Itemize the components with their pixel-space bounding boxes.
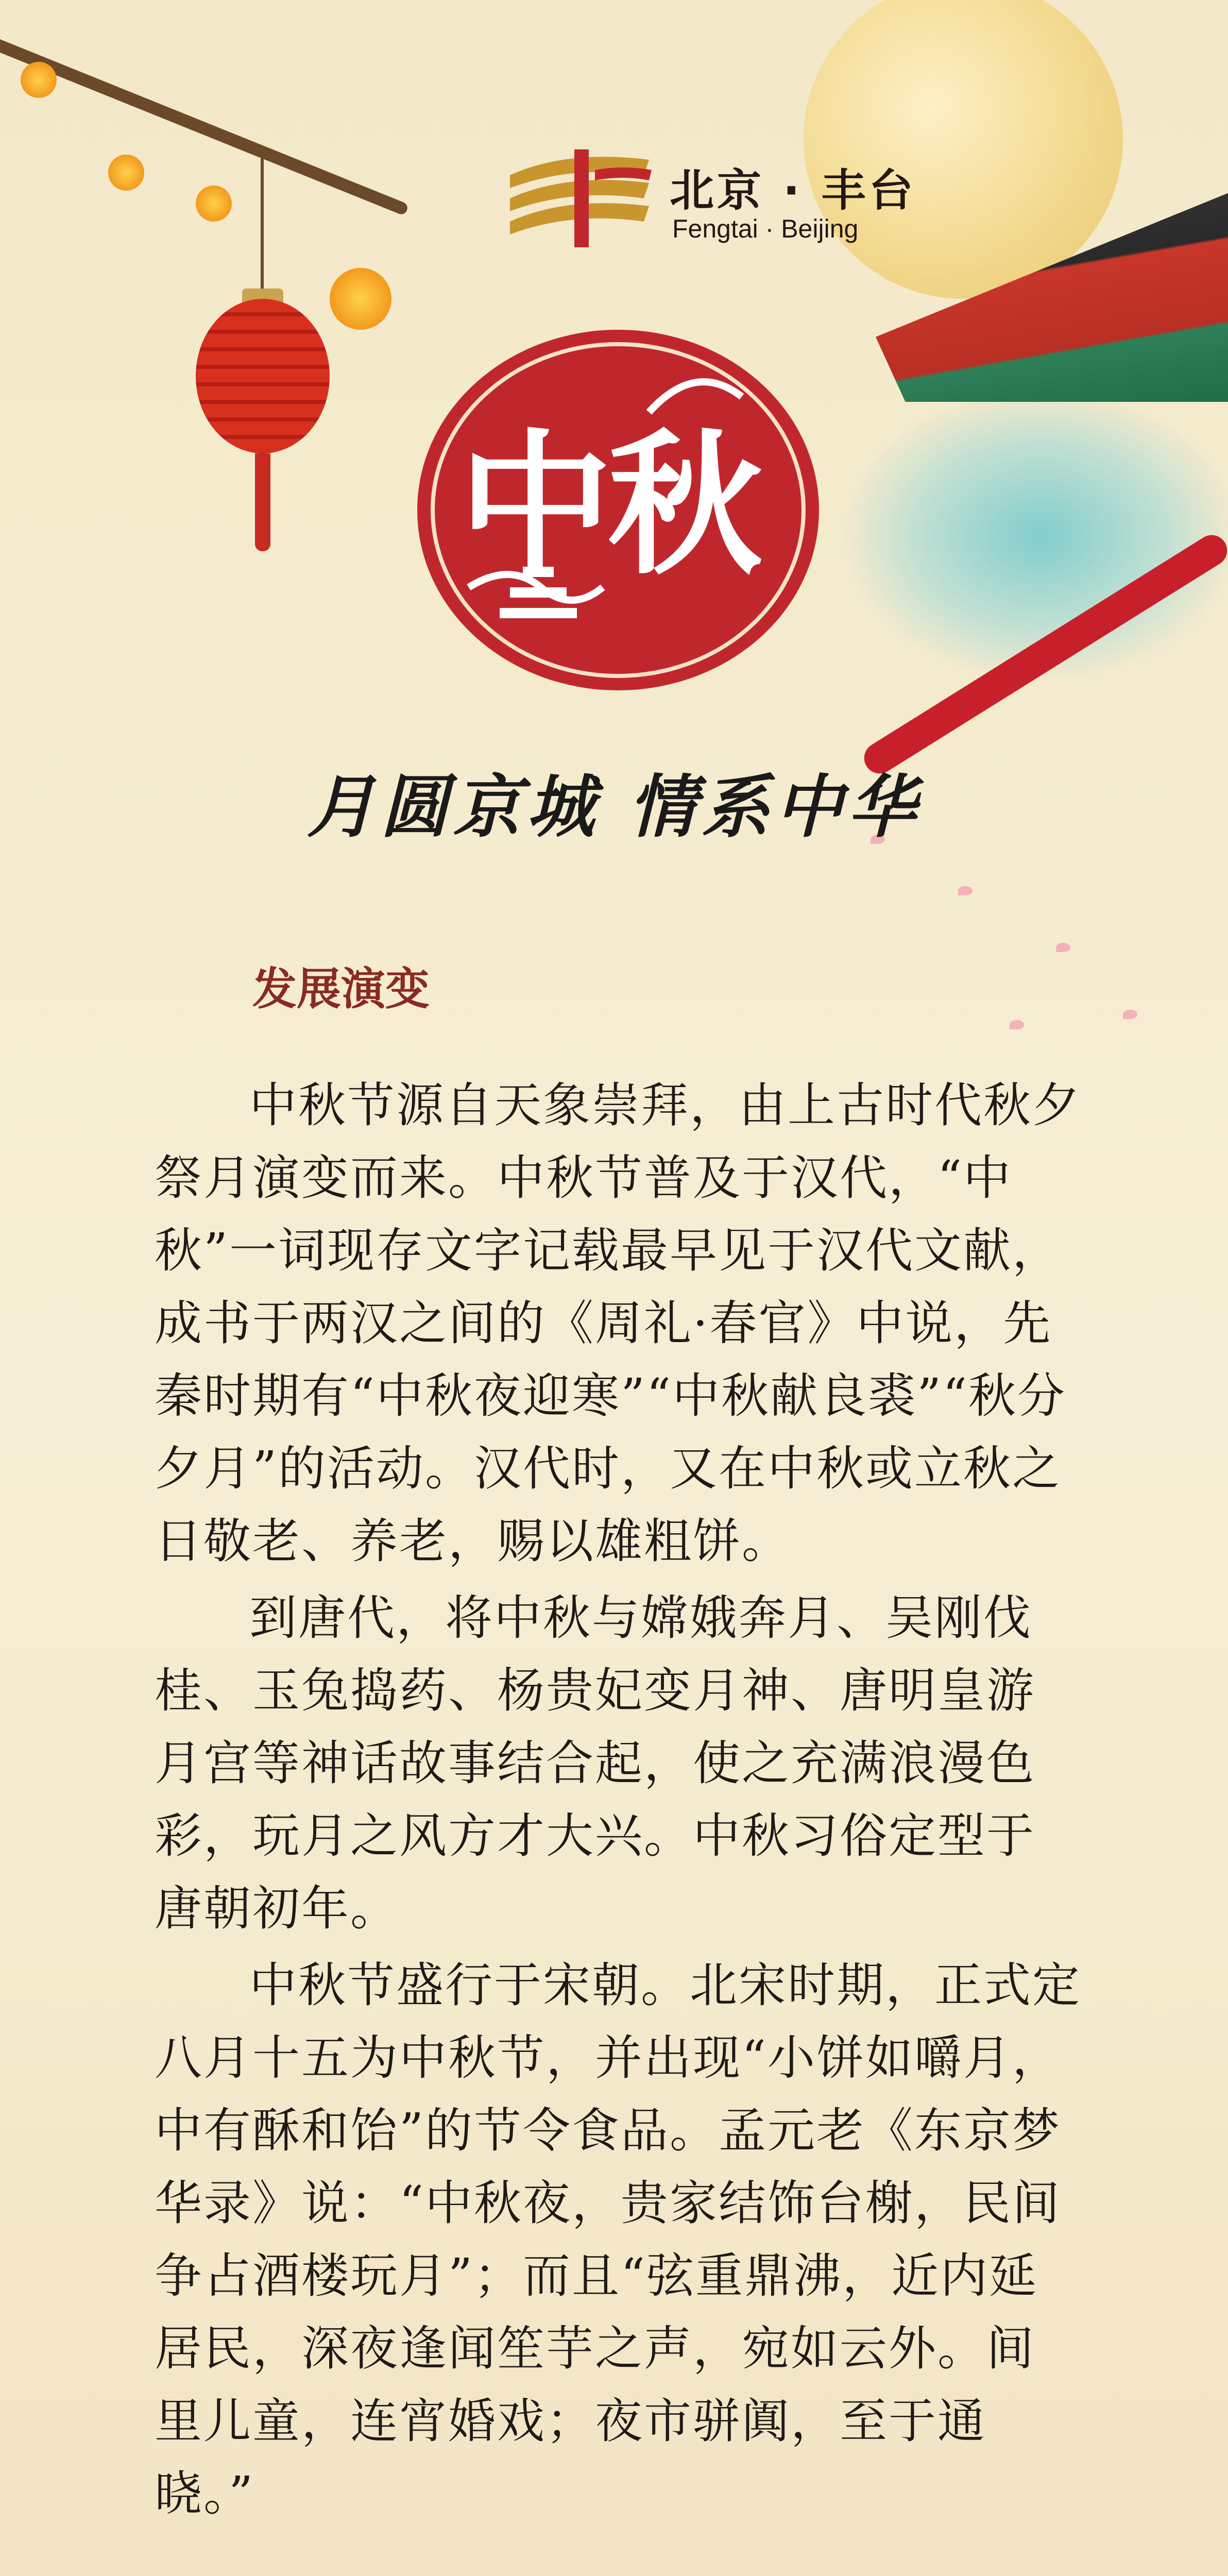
fengtai-logo-icon	[505, 139, 654, 252]
brand-name-cn: 北京 · 丰台	[670, 165, 916, 216]
red-lantern-icon	[196, 299, 330, 453]
lantern-string	[261, 155, 264, 309]
petal-icon	[1010, 1020, 1024, 1029]
slogan: 月圆京城 情系中华	[307, 767, 921, 847]
seal-text: 中秋	[458, 414, 757, 596]
full-moon-icon	[804, 0, 1123, 299]
petal-icon	[958, 886, 973, 895]
article-paragraph: 中秋节盛行于宋朝。北宋时期，正式定八月十五为中秋节，并出现“小饼如嚼月，中有酥和饴”的节令食品。孟元老《东京梦华录》说：“中秋夜，贵家结饰台榭，民间争占酒楼玩月”；而且“弦重鼎沸，近内延居民，深夜逢闻笙芋之声，宛如云外。间里儿童，连宵婚戏；夜市骈阗，至于通晓。”	[155, 1958, 1082, 2521]
petal-icon	[1123, 1010, 1137, 1019]
osmanthus-flower-icon	[330, 268, 391, 330]
osmanthus-flower-icon	[108, 155, 144, 191]
osmanthus-flower-icon	[21, 62, 57, 98]
article-paragraph: 中秋节源自天象崇拜，由上古时代秋夕祭月演变而来。中秋节普及于汉代，“中秋”一词现存文字记载最早见于汉代文献，成书于两汉之间的《周礼·春官》中说，先秦时期有“中秋夜迎寒”“中秋献良裘”“秋分夕月”的活动。汉代时，又在中秋或立秋之日敬老、养老，赐以雄粗饼。	[155, 1078, 1082, 1569]
osmanthus-flower-icon	[196, 185, 232, 222]
article-body	[155, 1069, 1082, 2534]
petal-icon	[1056, 943, 1070, 952]
ink-cloud-decoration	[845, 392, 1228, 680]
lantern-tassel	[255, 453, 270, 551]
section-heading: 发展演变	[252, 963, 430, 1015]
article-paragraph: 到唐代，将中秋与嫦娥奔月、吴刚伐桂、玉兔捣药、杨贵妃变月神、唐明皇游月宫等神话故事结合起，使之充满浪漫色彩，玩月之风方才大兴。中秋习俗定型于唐朝初年。	[155, 1590, 1036, 1936]
brand-name-en: Fengtai · Beijing	[672, 214, 859, 243]
